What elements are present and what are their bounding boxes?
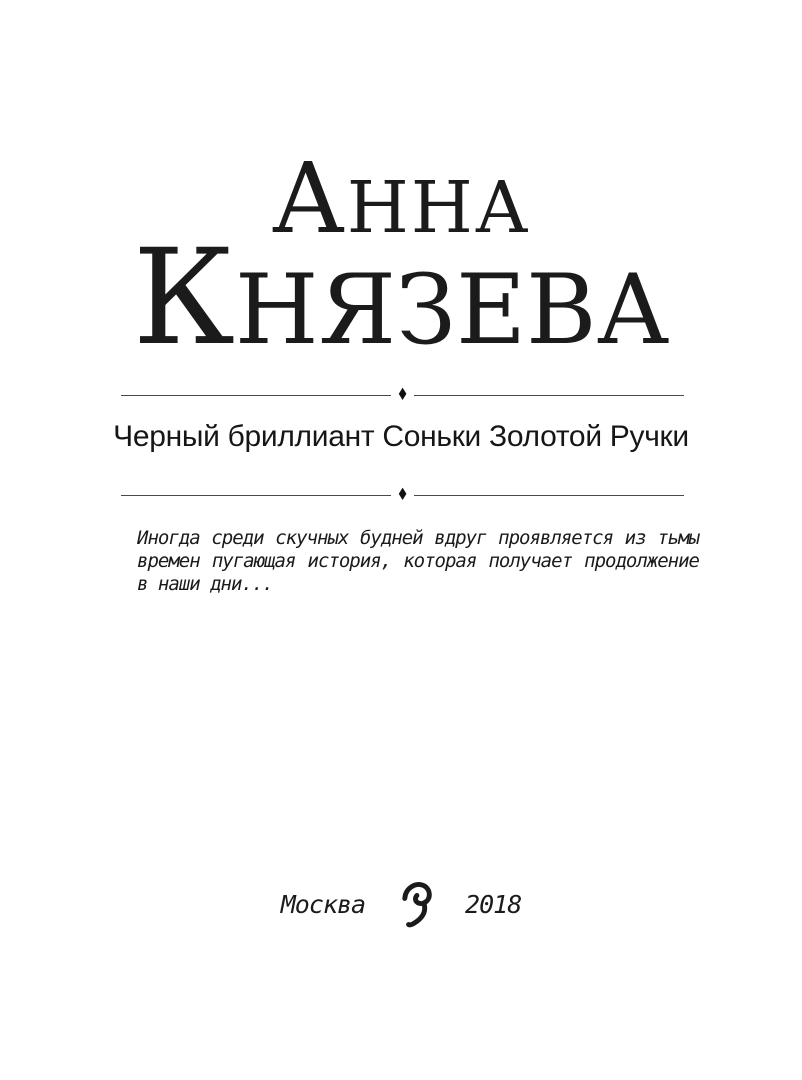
imprint-city: Москва (280, 889, 366, 919)
annotation-line: в наши дни... (137, 573, 273, 595)
author-first-name: АННА (271, 142, 531, 255)
divider-bottom (121, 485, 684, 505)
book-title: Черный бриллиант Соньки Золотой Ручки (113, 420, 689, 453)
author-last-name: КНЯЗЕВА (132, 221, 670, 375)
imprint-row (0, 877, 802, 931)
divider-line-right (414, 495, 684, 496)
annotation-line: Иногда среди скучных будней вдруг проявляется из тьмы (137, 527, 699, 549)
imprint-year: 2018 (465, 889, 522, 919)
divider-line-right (414, 395, 684, 396)
annotation-line: времен пугающая история, которая получает продолжение (137, 550, 699, 572)
divider-top (121, 385, 684, 405)
divider-line-left (121, 395, 391, 396)
divider-line-left (121, 495, 391, 496)
eksmo-publisher-logo-icon (401, 878, 435, 931)
annotation (137, 527, 699, 596)
diamond-ornament-icon: ♦ (396, 485, 409, 505)
diamond-ornament-icon: ♦ (396, 385, 409, 405)
